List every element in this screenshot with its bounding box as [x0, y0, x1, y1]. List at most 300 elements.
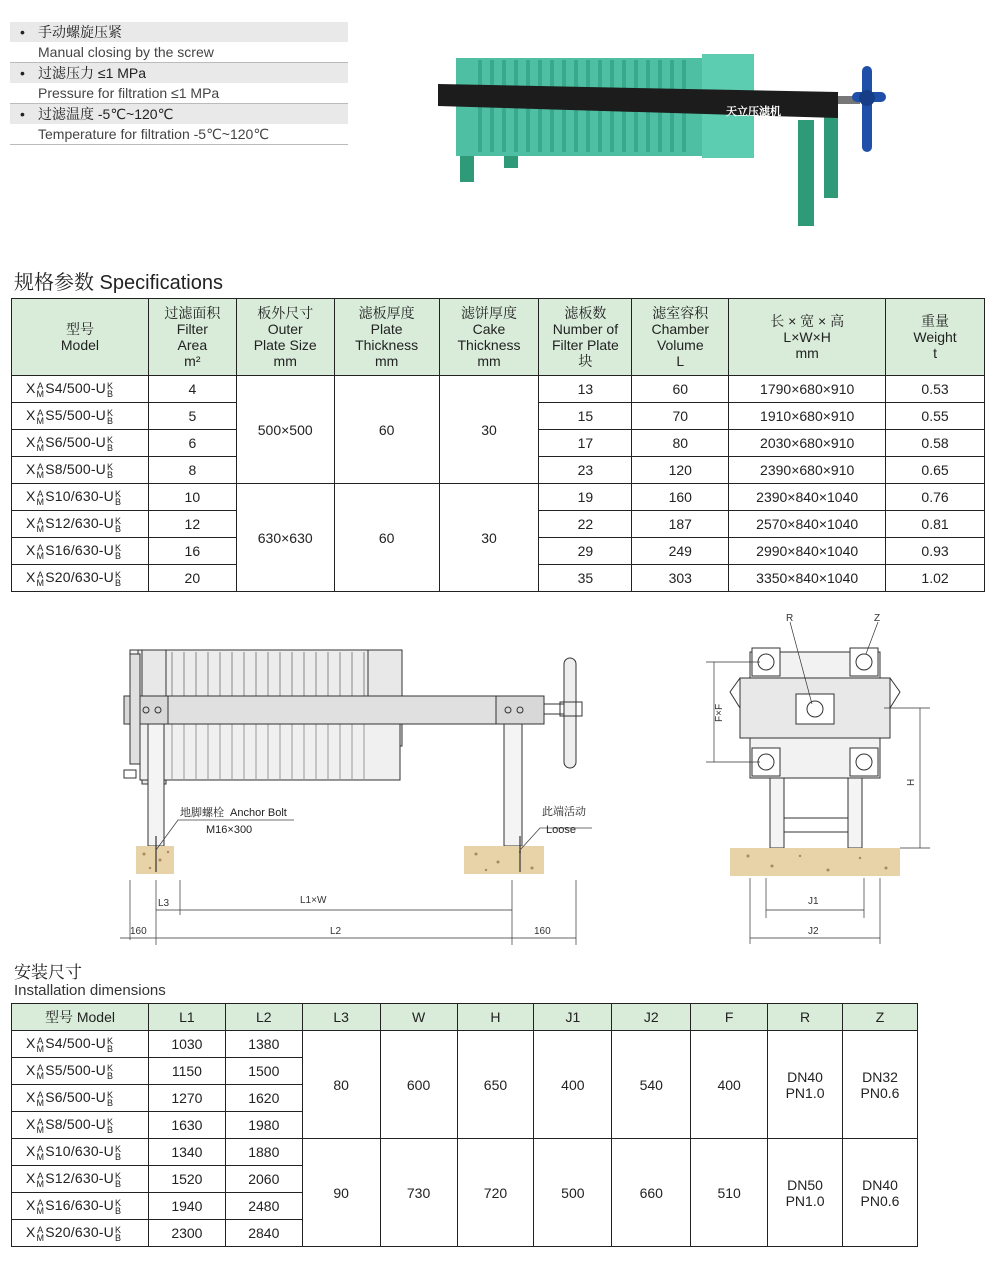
model-stack: [107, 1118, 113, 1134]
model-sup: A: [37, 407, 44, 418]
j1-cell: 400: [534, 1031, 612, 1139]
filter-press-photo: [438, 48, 893, 233]
l2-cell: 1980: [225, 1112, 302, 1139]
model-stack: [115, 1226, 121, 1242]
plate-thk-cell: 60: [334, 484, 439, 592]
install-header-l3: L3: [302, 1004, 380, 1031]
model-sub: M: [36, 577, 45, 588]
l2-cell: 2060: [225, 1166, 302, 1193]
dim-h: H: [906, 778, 917, 786]
plate-number-cell: 13: [539, 376, 632, 403]
model-stack: [37, 382, 45, 398]
spec-row: [12, 484, 985, 511]
model-sub: B: [114, 550, 122, 561]
l2-cell: 2480: [225, 1193, 302, 1220]
model-sup: K: [114, 488, 122, 499]
model-body: S8/500-U: [45, 461, 106, 478]
j2-cell: 660: [612, 1139, 691, 1247]
dim-160-right: 160: [534, 926, 551, 937]
model-sub: B: [107, 1097, 114, 1108]
model-cell: [12, 430, 149, 457]
model-sup: A: [37, 1116, 44, 1127]
model-sup: A: [37, 1197, 44, 1208]
model-code: [26, 542, 122, 559]
weight-cell: 0.93: [886, 538, 985, 565]
dimensions-cell: 2570×840×1040: [729, 511, 886, 538]
l2-cell: 1380: [225, 1031, 302, 1058]
dimensions-cell: 2030×680×910: [729, 430, 886, 457]
header-model: 型号 Model: [12, 299, 149, 376]
anchor-zh: 地脚螺栓: [180, 807, 224, 819]
install-title-en: Installation dimensions: [14, 982, 166, 999]
model-sub: B: [107, 1070, 114, 1081]
weight-cell: 0.65: [886, 457, 985, 484]
model-stack: [37, 1199, 45, 1215]
r-pn: PN1.0: [785, 1192, 825, 1209]
dimensions-cell: 2990×840×1040: [729, 538, 886, 565]
weight-cell: 0.55: [886, 403, 985, 430]
model-code: [26, 1197, 122, 1214]
volume-cell: 70: [632, 403, 729, 430]
side-elevation-drawing: [100, 640, 600, 950]
l1-cell: 2300: [148, 1220, 225, 1247]
model-prefix: X: [26, 1062, 36, 1079]
plate-number-cell: 22: [539, 511, 632, 538]
l2-cell: 1500: [225, 1058, 302, 1085]
l2-cell: 1620: [225, 1085, 302, 1112]
model-cell: [12, 1220, 149, 1247]
feature-list: [10, 22, 348, 145]
model-sup: A: [37, 488, 44, 499]
model-stack: [115, 544, 121, 560]
model-code: [26, 380, 114, 397]
model-stack: [107, 409, 113, 425]
model-stack: [37, 571, 45, 587]
model-sub: B: [114, 1205, 122, 1216]
model-prefix: X: [26, 1197, 36, 1214]
model-sub: M: [36, 523, 45, 534]
dimensions-cell: 2390×840×1040: [729, 484, 886, 511]
model-sup: K: [114, 1197, 122, 1208]
model-code: [26, 515, 122, 532]
model-body: S5/500-U: [45, 407, 106, 424]
model-prefix: X: [26, 1170, 36, 1187]
z-dn: DN40: [862, 1176, 898, 1193]
model-sup: K: [107, 434, 114, 445]
model-cell: [12, 1112, 149, 1139]
feature-zh: • 手动螺旋压紧: [10, 22, 348, 42]
model-body: S12/630-U: [45, 515, 114, 532]
install-header-z: Z: [843, 1004, 918, 1031]
dim-j1: J1: [808, 896, 819, 907]
install-header-j1: J1: [534, 1004, 612, 1031]
model-sup: A: [37, 515, 44, 526]
r-pn: PN1.0: [785, 1084, 825, 1101]
model-prefix: X: [26, 1089, 36, 1106]
model-prefix: X: [26, 1035, 36, 1052]
model-sup: K: [114, 1170, 122, 1181]
model-stack: [115, 571, 121, 587]
model-body: S12/630-U: [45, 1170, 114, 1187]
install-row: [12, 1139, 918, 1166]
model-sup: A: [37, 1170, 44, 1181]
header-cake-thickness: 滤饼厚度 Cake Thickness mm: [439, 299, 539, 376]
feature-en: Manual closing by the screw: [10, 42, 348, 63]
dim-r: R: [786, 613, 794, 624]
model-prefix: X: [26, 434, 36, 451]
dim-j2: J2: [808, 926, 819, 937]
model-sup: K: [114, 1224, 122, 1235]
model-sub: B: [107, 388, 114, 399]
l2-cell: 2840: [225, 1220, 302, 1247]
model-stack: [37, 436, 45, 452]
model-stack: [115, 517, 121, 533]
volume-cell: 120: [632, 457, 729, 484]
model-sub: B: [114, 523, 122, 534]
dimensions-cell: 3350×840×1040: [729, 565, 886, 592]
model-sup: A: [37, 1143, 44, 1154]
dimensions-cell: 2390×680×910: [729, 457, 886, 484]
model-prefix: X: [26, 407, 36, 424]
l3-cell: 90: [302, 1139, 380, 1247]
area-cell: 16: [148, 538, 236, 565]
model-stack: [37, 1226, 45, 1242]
end-foundation: [730, 848, 900, 876]
model-sub: M: [36, 388, 45, 399]
model-sup: A: [37, 461, 44, 472]
volume-cell: 187: [632, 511, 729, 538]
model-stack: [37, 409, 45, 425]
foundation-right: [464, 846, 544, 874]
anchor-en: Anchor Bolt: [230, 807, 287, 819]
model-sup: K: [114, 515, 122, 526]
h-cell: 650: [457, 1031, 534, 1139]
r-dn: DN50: [787, 1176, 823, 1193]
feature-zh: • 过滤压力 ≤1 MPa: [10, 63, 348, 83]
volume-cell: 80: [632, 430, 729, 457]
model-stack: [107, 1037, 113, 1053]
install-header-f: F: [691, 1004, 768, 1031]
l3-cell: 80: [302, 1031, 380, 1139]
model-stack: [37, 1172, 45, 1188]
feature-en: Pressure for filtration ≤1 MPa: [10, 83, 348, 104]
model-prefix: X: [26, 461, 36, 478]
dimensions-cell: 1910×680×910: [729, 403, 886, 430]
model-sub: M: [36, 469, 45, 480]
header-volume: 滤室容积 Chamber Volume L: [632, 299, 729, 376]
header-dimensions: 长 × 宽 × 高 L×W×H mm: [729, 299, 886, 376]
photo-leg: [824, 108, 838, 198]
weight-cell: 0.76: [886, 484, 985, 511]
header-plate-size: 板外尺寸 Outer Plate Size mm: [236, 299, 334, 376]
plate-number-cell: 35: [539, 565, 632, 592]
install-header-w: W: [380, 1004, 457, 1031]
model-prefix: X: [26, 542, 36, 559]
photo-leg: [798, 120, 814, 226]
plate-number-cell: 17: [539, 430, 632, 457]
model-prefix: X: [26, 1116, 36, 1133]
area-cell: 8: [148, 457, 236, 484]
model-sup: K: [114, 1143, 122, 1154]
install-header-l1: L1: [148, 1004, 225, 1031]
model-body: S16/630-U: [45, 542, 114, 559]
model-cell: [12, 1058, 149, 1085]
plate-number-cell: 29: [539, 538, 632, 565]
model-code: [26, 434, 114, 451]
model-prefix: X: [26, 1224, 36, 1241]
model-sub: B: [107, 415, 114, 426]
model-code: [26, 1116, 114, 1133]
model-code: [26, 1089, 114, 1106]
model-sup: A: [37, 434, 44, 445]
model-sup: K: [107, 1062, 114, 1073]
z-dn: DN32: [862, 1068, 898, 1085]
model-sub: M: [36, 1097, 45, 1108]
model-stack: [37, 1118, 45, 1134]
model-body: S6/500-U: [45, 1089, 106, 1106]
model-cell: [12, 565, 149, 592]
model-sub: M: [36, 496, 45, 507]
plate-number-cell: 15: [539, 403, 632, 430]
spec-body: [12, 376, 985, 592]
model-prefix: X: [26, 515, 36, 532]
model-sup: A: [37, 1089, 44, 1100]
model-body: S16/630-U: [45, 1197, 114, 1214]
cake-thk-cell: 30: [439, 484, 539, 592]
handwheel-icon: [852, 66, 886, 152]
weight-cell: 0.53: [886, 376, 985, 403]
plate-size-cell: 630×630: [236, 484, 334, 592]
volume-cell: 249: [632, 538, 729, 565]
model-sub: B: [107, 1043, 114, 1054]
model-sub: M: [36, 550, 45, 561]
install-header-row: [12, 1004, 918, 1031]
install-header-j2: J2: [612, 1004, 691, 1031]
spec-table: [11, 298, 985, 592]
model-stack: [107, 436, 113, 452]
model-body: S20/630-U: [45, 1224, 114, 1241]
model-sub: M: [36, 415, 45, 426]
z-pn: PN0.6: [860, 1192, 900, 1209]
plate-size-cell: 500×500: [236, 376, 334, 484]
l1-cell: 1340: [148, 1139, 225, 1166]
model-sub: B: [114, 577, 122, 588]
dim-160-left: 160: [130, 926, 147, 937]
model-cell: [12, 484, 149, 511]
l1-cell: 1030: [148, 1031, 225, 1058]
r-dn: DN40: [787, 1068, 823, 1085]
plate-thk-cell: 60: [334, 376, 439, 484]
foundation-left: [136, 846, 174, 874]
model-code: [26, 407, 114, 424]
z-cell: [843, 1031, 918, 1139]
model-stack: [37, 463, 45, 479]
weight-cell: 1.02: [886, 565, 985, 592]
model-prefix: X: [26, 1143, 36, 1160]
model-stack: [107, 382, 113, 398]
model-sub: B: [114, 1151, 122, 1162]
model-sub: B: [114, 1178, 122, 1189]
feature-zh: • 过滤温度 -5℃~120℃: [10, 104, 348, 124]
model-sup: K: [114, 542, 122, 553]
cake-thk-cell: 30: [439, 376, 539, 484]
volume-cell: 160: [632, 484, 729, 511]
l1-cell: 1150: [148, 1058, 225, 1085]
l1-cell: 1940: [148, 1193, 225, 1220]
model-sub: B: [107, 442, 114, 453]
model-cell: [12, 538, 149, 565]
model-stack: [115, 490, 121, 506]
install-body: [12, 1031, 918, 1247]
model-code: [26, 1035, 114, 1052]
dim-z: Z: [874, 613, 881, 624]
w-cell: 730: [380, 1139, 457, 1247]
f-cell: 400: [691, 1031, 768, 1139]
photo-brand: 天立压滤机: [726, 105, 781, 118]
loose-zh: 此端活动: [542, 806, 586, 818]
model-stack: [115, 1199, 121, 1215]
header-weight: 重量 Weight t: [886, 299, 985, 376]
model-stack: [115, 1172, 121, 1188]
model-cell: [12, 1031, 149, 1058]
model-code: [26, 1062, 114, 1079]
model-body: S20/630-U: [45, 569, 114, 586]
install-header-h: H: [457, 1004, 534, 1031]
z-cell: [843, 1139, 918, 1247]
model-sub: B: [114, 1232, 122, 1243]
install-table: [11, 1003, 918, 1247]
model-sub: B: [114, 496, 122, 507]
dim-fxf: F×F: [714, 703, 725, 722]
j1-cell: 500: [534, 1139, 612, 1247]
model-sub: M: [36, 1232, 45, 1243]
spec-title: 规格参数 Specifications: [14, 272, 223, 294]
model-cell: [12, 457, 149, 484]
model-body: S5/500-U: [45, 1062, 106, 1079]
l1-cell: 1270: [148, 1085, 225, 1112]
model-cell: [12, 1193, 149, 1220]
model-sub: M: [36, 1124, 45, 1135]
model-sup: K: [107, 461, 114, 472]
area-cell: 5: [148, 403, 236, 430]
area-cell: 20: [148, 565, 236, 592]
model-stack: [37, 1037, 45, 1053]
z-pn: PN0.6: [860, 1084, 900, 1101]
r-cell: [768, 1139, 843, 1247]
model-body: S8/500-U: [45, 1116, 106, 1133]
model-sup: A: [37, 569, 44, 580]
model-sup: A: [37, 380, 44, 391]
plate-number-cell: 19: [539, 484, 632, 511]
header-area: 过滤面积 Filter Area m²: [148, 299, 236, 376]
model-cell: [12, 376, 149, 403]
install-header-l2: L2: [225, 1004, 302, 1031]
model-code: [26, 461, 114, 478]
area-cell: 12: [148, 511, 236, 538]
volume-cell: 303: [632, 565, 729, 592]
model-code: [26, 1143, 122, 1160]
model-code: [26, 569, 122, 586]
dim-l3: L3: [158, 898, 170, 909]
area-cell: 6: [148, 430, 236, 457]
model-sub: M: [36, 1151, 45, 1162]
model-sup: A: [37, 1224, 44, 1235]
model-stack: [115, 1145, 121, 1161]
model-cell: [12, 511, 149, 538]
model-stack: [37, 1145, 45, 1161]
area-cell: 4: [148, 376, 236, 403]
model-cell: [12, 403, 149, 430]
model-sup: K: [114, 569, 122, 580]
weight-cell: 0.81: [886, 511, 985, 538]
model-cell: [12, 1085, 149, 1112]
model-stack: [37, 490, 45, 506]
model-sub: M: [36, 1205, 45, 1216]
model-sup: K: [107, 1089, 114, 1100]
model-sub: B: [107, 1124, 114, 1135]
model-sup: A: [37, 1062, 44, 1073]
weight-cell: 0.58: [886, 430, 985, 457]
model-sup: K: [107, 1035, 114, 1046]
model-body: S4/500-U: [45, 1035, 106, 1052]
model-sub: M: [36, 442, 45, 453]
volume-cell: 60: [632, 376, 729, 403]
model-body: S10/630-U: [45, 1143, 114, 1160]
plate-number-cell: 23: [539, 457, 632, 484]
model-sup: K: [107, 407, 114, 418]
r-cell: [768, 1031, 843, 1139]
model-sup: A: [37, 542, 44, 553]
model-cell: [12, 1139, 149, 1166]
install-header-model: 型号 Model: [12, 1004, 149, 1031]
model-prefix: X: [26, 380, 36, 397]
model-code: [26, 1170, 122, 1187]
dim-l1w: L1×W: [300, 895, 327, 906]
model-stack: [37, 517, 45, 533]
model-sup: K: [107, 380, 114, 391]
model-body: S4/500-U: [45, 380, 106, 397]
model-stack: [37, 1091, 45, 1107]
model-stack: [107, 463, 113, 479]
install-title-zh: 安装尺寸: [14, 963, 82, 982]
model-stack: [37, 1064, 45, 1080]
model-body: S10/630-U: [45, 488, 114, 505]
model-stack: [107, 1091, 113, 1107]
model-sub: B: [107, 469, 114, 480]
model-sup: A: [37, 1035, 44, 1046]
header-plate-thickness: 滤板厚度 Plate Thickness mm: [334, 299, 439, 376]
j2-cell: 540: [612, 1031, 691, 1139]
l1-cell: 1630: [148, 1112, 225, 1139]
model-code: [26, 1224, 122, 1241]
install-row: [12, 1031, 918, 1058]
model-sub: M: [36, 1070, 45, 1081]
header-plate-number: 滤板数 Number of Filter Plate 块: [539, 299, 632, 376]
spec-header-row: [12, 299, 985, 376]
model-prefix: X: [26, 488, 36, 505]
dim-l2: L2: [330, 926, 342, 937]
model-sub: M: [36, 1043, 45, 1054]
loose-en: Loose: [546, 824, 576, 836]
model-sub: M: [36, 1178, 45, 1189]
model-stack: [107, 1064, 113, 1080]
model-sup: K: [107, 1116, 114, 1127]
f-cell: 510: [691, 1139, 768, 1247]
h-cell: 720: [457, 1139, 534, 1247]
w-cell: 600: [380, 1031, 457, 1139]
dimensions-cell: 1790×680×910: [729, 376, 886, 403]
l1-cell: 1520: [148, 1166, 225, 1193]
